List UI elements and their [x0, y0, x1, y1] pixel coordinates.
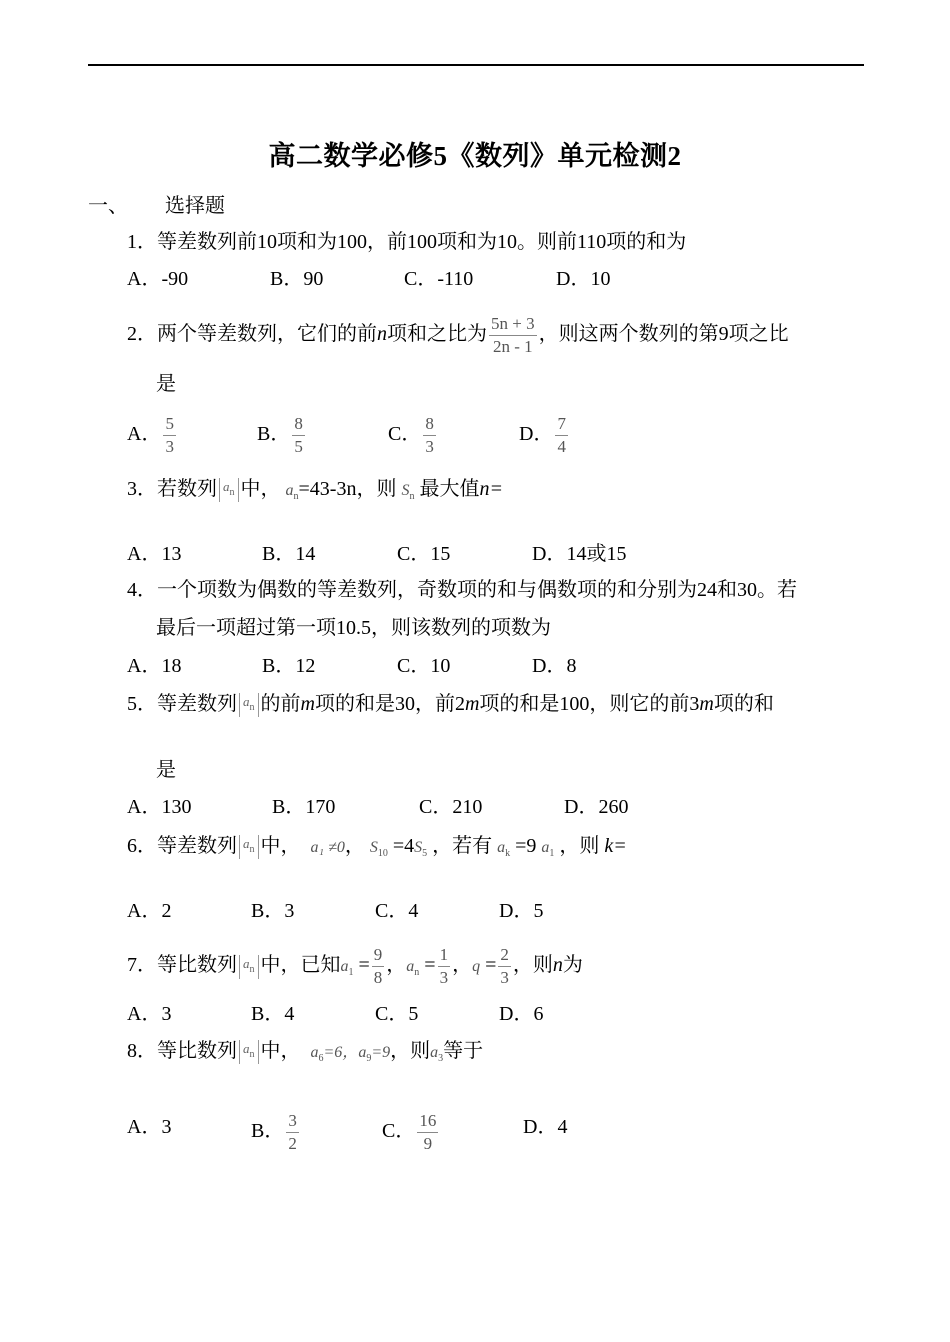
q2-option-b [257, 413, 307, 458]
q6-option-c: C．4 [375, 900, 419, 922]
q2-a-den: 3 [165, 437, 174, 456]
q6-comma: ， [344, 835, 365, 857]
q5-option-d: D．260 [564, 796, 629, 818]
q3-an-letter: a [285, 482, 294, 499]
q6-a1: $a_1$ [541, 839, 555, 859]
section-number: 一、 [88, 195, 128, 217]
q7-option-c: C．5 [375, 1003, 419, 1025]
question-7-stem: 7．等比数列 $a_n$ 中，已知$a_1$ = $\frac{9}{8}$ ，$a_n$ = $\frac{1}{3}$ ，q = $\frac{2}{3}$ ，则n为 [127, 945, 583, 987]
q8-tail2: 等于 [443, 1040, 484, 1062]
section-label: 选择题 [165, 195, 225, 217]
q3-after: =43-3n，则 [298, 478, 397, 500]
q7-a1: $a_1$ [340, 958, 354, 979]
q5-var-m: m [300, 693, 315, 715]
q4-option-d: D．8 [532, 655, 577, 677]
q7-frac-3 [498, 944, 511, 989]
q7-seq-letter: a [243, 955, 250, 971]
q6-s10-letter: S [369, 839, 378, 856]
q2-text-b: 项和之比为 [387, 323, 487, 346]
q8-tail: ，则 [390, 1040, 431, 1062]
q5-continuation: 是 [156, 759, 176, 781]
q4-option-a: A．18 [127, 655, 182, 677]
q3-tail: 最大值 [419, 478, 480, 500]
q8-mid: 中， [260, 1040, 301, 1062]
q7-mid: 中，已知 [260, 954, 341, 977]
q3-option-a: A．13 [127, 543, 182, 565]
q3-tail-var: n= [479, 478, 503, 500]
q8-text-a: 8．等比数列 [127, 1040, 237, 1062]
q7-seq-an: $a_n$ [239, 955, 259, 979]
q2-continuation: 是 [156, 373, 176, 395]
q7-q: q [472, 958, 481, 976]
q3-option-c: C．15 [397, 543, 451, 565]
q7-frac-2 [438, 944, 451, 989]
q5-option-c: C．210 [419, 796, 483, 818]
q2-option-c-frac [423, 413, 436, 458]
q7-an-letter: a [406, 958, 415, 976]
q7-f3-num: 2 [498, 944, 511, 967]
q7-frac-1 [372, 944, 385, 989]
q5-var-m2: m [464, 693, 480, 715]
q5-option-a: A．130 [127, 796, 192, 818]
q2-fraction [489, 313, 537, 358]
q5-text-d: 项的和是100，则它的前3 [479, 693, 700, 715]
q8-option-c-label: C． [382, 1120, 416, 1143]
q2-b-num: 8 [292, 413, 305, 436]
q7-option-a: A．3 [127, 1003, 172, 1025]
q6-mid: 中， [260, 835, 301, 857]
q6-tail: ，若有 [432, 835, 493, 857]
q7-an: $a_n$ [406, 958, 420, 979]
q6-condition: a₁ ≠0 [310, 839, 345, 856]
q1-option-a: A．-90 [127, 268, 189, 290]
q6-s5: $S_5$ [414, 839, 428, 859]
q7-option-d: D．6 [499, 1003, 544, 1025]
q6-ak-letter: a [497, 839, 506, 856]
q2-option-c-label: C． [388, 423, 422, 446]
question-6-stem [127, 832, 627, 868]
q3-seq-letter: a [223, 479, 230, 495]
q3-s-letter: S [401, 482, 410, 499]
q8-a9: $a_9$ [358, 1044, 372, 1064]
question-5-stem [127, 690, 774, 718]
q8-c-num: 16 [417, 1110, 438, 1133]
q6-seq-an: $a_n$ [239, 835, 259, 859]
q5-text-e: 项的和 [713, 693, 774, 715]
q8-a3-letter: a [430, 1044, 439, 1061]
q2-c-den: 3 [425, 437, 434, 456]
q2-option-d-frac [555, 413, 568, 458]
q3-an: $a_n$ [285, 482, 299, 502]
q3-option-b: B．14 [262, 543, 316, 565]
q4-continuation: 最后一项超过第一项10.5，则该数列的项数为 [156, 617, 551, 639]
q8-b-den: 2 [288, 1134, 297, 1153]
q6-tail2: ，则 [559, 835, 600, 857]
q1-option-d: D．10 [556, 268, 611, 290]
q8-option-b-label: B． [251, 1120, 285, 1143]
q3-seq-an: $a_n$ [219, 478, 239, 502]
q6-s10: $S_{10}$ [369, 839, 388, 859]
q2-a-num: 5 [163, 413, 176, 436]
question-8-stem [127, 1037, 483, 1073]
q8-option-b-frac [286, 1110, 299, 1155]
q2-frac-den: 2n - 1 [492, 337, 533, 356]
q6-var-k: k= [604, 835, 627, 857]
q7-tail2: 为 [562, 954, 583, 977]
q1-option-b: B．90 [270, 268, 324, 290]
q8-option-d: D．4 [523, 1116, 568, 1138]
q2-option-d-label: D． [519, 423, 554, 446]
q8-c2: =9 [371, 1044, 391, 1061]
q3-text-a: 3．若数列 [127, 478, 217, 500]
q7-f1-num: 9 [372, 944, 385, 967]
question-4-stem: 4．一个项数为偶数的等差数列，奇数项的和与偶数项的和分别为24和30。若 [127, 579, 797, 601]
q2-option-b-frac [292, 413, 305, 458]
question-2-stem [127, 313, 789, 358]
q3-sn: $S_n$ [401, 482, 415, 502]
q2-option-c [388, 413, 438, 458]
q8-option-c-frac [417, 1110, 438, 1155]
q6-s5-letter: S [414, 839, 423, 856]
q2-frac-num: 5n + 3 [489, 313, 537, 336]
q7-f3-den: 3 [500, 968, 509, 987]
q3-mid: 中， [240, 478, 281, 500]
q6-option-a: A．2 [127, 900, 172, 922]
q7-f2-den: 3 [439, 968, 449, 987]
q2-text-a: 2．两个等差数列，它们的前 [127, 323, 377, 346]
q6-a1-letter: a [541, 839, 550, 856]
q6-eq9: =9 [515, 835, 537, 857]
q8-option-c [382, 1110, 440, 1155]
q2-var-n: n [377, 323, 387, 346]
q8-seq-letter: a [243, 1041, 250, 1057]
q5-text-b: 的前 [260, 693, 301, 715]
q7-f2-num: 1 [438, 944, 451, 967]
q2-text-c: ，则这两个数列的第9项之比 [538, 323, 789, 346]
q8-option-a: A．3 [127, 1116, 172, 1138]
q7-f1-den: 8 [373, 968, 383, 987]
q2-b-den: 5 [294, 437, 303, 456]
q2-c-num: 8 [423, 413, 436, 436]
q6-text-a: 6．等差数列 [127, 835, 237, 857]
q5-seq-letter: a [243, 694, 250, 710]
q2-d-den: 4 [557, 437, 566, 456]
q7-text-a: 7．等比数列 [127, 954, 237, 977]
question-3-stem [127, 475, 503, 511]
q2-option-d [519, 413, 570, 458]
question-1-stem: 1．等差数列前10项和为100，前100项和为10。则前110项的和为 [127, 231, 687, 253]
q2-option-a [127, 413, 178, 458]
q5-option-b: B．170 [272, 796, 336, 818]
q6-seq-letter: a [243, 836, 250, 852]
q8-a6: $a_6$ [310, 1044, 324, 1064]
q8-b-num: 3 [286, 1110, 299, 1133]
q5-text-a: 5．等差数列 [127, 693, 237, 715]
q6-eq4: =4 [392, 835, 415, 857]
q8-option-b [251, 1110, 301, 1155]
q1-option-c: C．-110 [404, 268, 474, 290]
q8-c-den: 9 [423, 1134, 433, 1153]
page-title: 高二数学必修5《数列》单元检测2 [268, 141, 682, 171]
q2-d-num: 7 [555, 413, 568, 436]
q7-tail: ，则 [512, 954, 553, 977]
q7-option-b: B．4 [251, 1003, 295, 1025]
q6-option-d: D．5 [499, 900, 544, 922]
q7-a1-letter: a [340, 958, 349, 976]
q4-option-b: B．12 [262, 655, 316, 677]
top-rule [88, 64, 864, 66]
q6-ak: $a_k$ [497, 839, 511, 859]
q3-option-d: D．14或15 [532, 543, 627, 565]
q6-option-b: B．3 [251, 900, 295, 922]
q5-seq-an: $a_n$ [239, 693, 259, 717]
q5-text-c: 项的和是30，前2 [314, 693, 465, 715]
q5-var-m3: m [699, 693, 714, 715]
q7-var-n: n [552, 954, 563, 977]
q2-option-b-label: B． [257, 423, 291, 446]
q8-c1: =6， [323, 1044, 359, 1061]
q2-option-a-label: A． [127, 423, 162, 446]
q8-seq-an: $a_n$ [239, 1040, 259, 1064]
q8-a3: $a_3$ [430, 1044, 444, 1064]
q4-option-c: C．10 [397, 655, 451, 677]
q2-option-a-frac [163, 413, 176, 458]
